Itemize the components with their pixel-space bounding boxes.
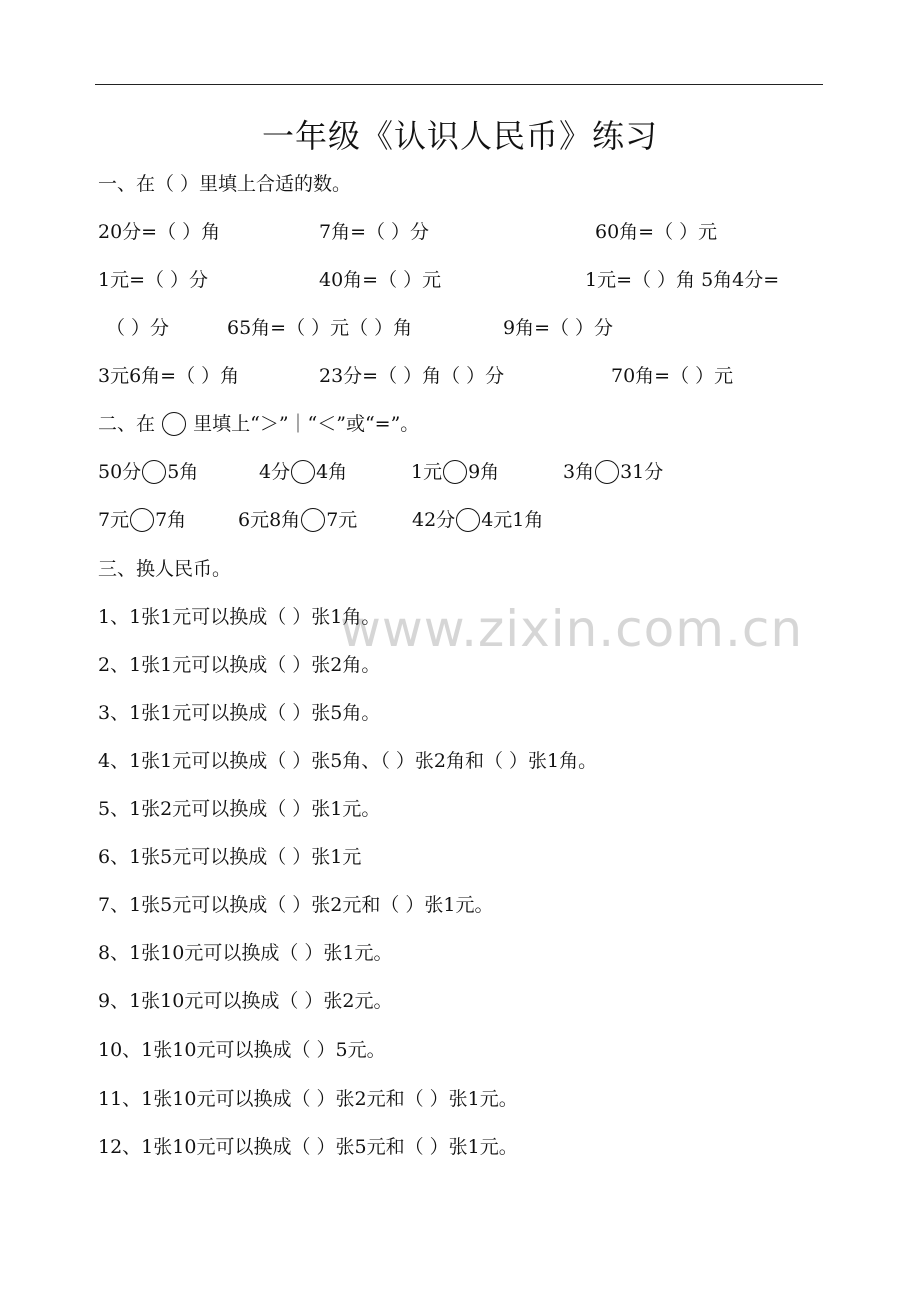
compare-left: 3角: [563, 461, 595, 483]
exchange-item: 5、1张2元可以换成（ ）张1元。: [98, 798, 381, 820]
circle-blank: [162, 412, 186, 436]
compare-left: 7元: [98, 509, 130, 531]
watermark: www.zixin.com.cn: [340, 600, 804, 658]
section2-heading: [98, 410, 419, 438]
compare-right: 9角: [468, 461, 500, 483]
heading-text-before: 二、在: [98, 413, 156, 435]
fill-item: 23分=（ ）角（ ）分: [319, 365, 505, 387]
circle-blank: [301, 508, 325, 532]
circle-blank: [130, 508, 154, 532]
exchange-item: 7、1张5元可以换成（ ）张2元和（ ）张1元。: [98, 894, 494, 916]
fill-item: 60角=（ ）元: [595, 221, 718, 243]
circle-blank: [595, 460, 619, 484]
compare-item: [411, 458, 499, 486]
compare-item: [238, 506, 357, 534]
compare-left: 50分: [98, 461, 142, 483]
compare-right: 31分: [620, 461, 664, 483]
exchange-item: 12、1张10元可以换成（ ）张5元和（ ）张1元。: [98, 1136, 518, 1158]
compare-left: 1元: [411, 461, 443, 483]
compare-item: [98, 506, 186, 534]
compare-item: [412, 506, 543, 534]
header-rule: [95, 84, 823, 85]
exchange-item: 9、1张10元可以换成（ ）张2元。: [98, 990, 393, 1012]
fill-item: 1元=（ ）分: [98, 269, 209, 291]
exchange-item: 8、1张10元可以换成（ ）张1元。: [98, 942, 393, 964]
fill-item: 70角=（ ）元: [611, 365, 734, 387]
compare-item: [563, 458, 663, 486]
compare-left: 42分: [412, 509, 456, 531]
compare-right: 4元1角: [481, 509, 544, 531]
exchange-item: 6、1张5元可以换成（ ）张1元: [98, 846, 362, 868]
fill-item: （ ）分: [106, 317, 170, 339]
compare-item: [98, 458, 198, 486]
circle-blank: [291, 460, 315, 484]
circle-blank: [456, 508, 480, 532]
compare-right: 5角: [167, 461, 199, 483]
fill-item: 20分=（ ）角: [98, 221, 221, 243]
fill-item: 3元6角=（ ）角: [98, 365, 240, 387]
worksheet-title: 一年级《认识人民币》练习: [261, 117, 658, 155]
exchange-item: 2、1张1元可以换成（ ）张2角。: [98, 654, 381, 676]
fill-item: 7角=（ ）分: [319, 221, 430, 243]
heading-text-after: 里填上“＞”｜“＜”或“=”。: [193, 413, 420, 435]
section1-heading: 一、在（ ）里填上合适的数。: [98, 173, 352, 195]
section3-heading: 三、换人民币。: [98, 558, 232, 580]
circle-blank: [142, 460, 166, 484]
compare-item: [259, 458, 347, 486]
exchange-item: 1、1张1元可以换成（ ）张1角。: [98, 606, 381, 628]
fill-item: 1元=（ ）角 5角4分=: [585, 269, 780, 291]
fill-item: 40角=（ ）元: [319, 269, 442, 291]
fill-item: 9角=（ ）分: [503, 317, 614, 339]
fill-item: 65角=（ ）元（ ）角: [227, 317, 413, 339]
compare-right: 7角: [155, 509, 187, 531]
compare-left: 4分: [259, 461, 291, 483]
exchange-item: 11、1张10元可以换成（ ）张2元和（ ）张1元。: [98, 1088, 518, 1110]
compare-right: 4角: [316, 461, 348, 483]
circle-blank: [443, 460, 467, 484]
compare-left: 6元8角: [238, 509, 301, 531]
exchange-item: 3、1张1元可以换成（ ）张5角。: [98, 702, 381, 724]
exchange-item: 10、1张10元可以换成（ ）5元。: [98, 1039, 386, 1061]
exchange-item: 4、1张1元可以换成（ ）张5角、（ ）张2角和（ ）张1角。: [98, 750, 598, 772]
compare-right: 7元: [326, 509, 358, 531]
